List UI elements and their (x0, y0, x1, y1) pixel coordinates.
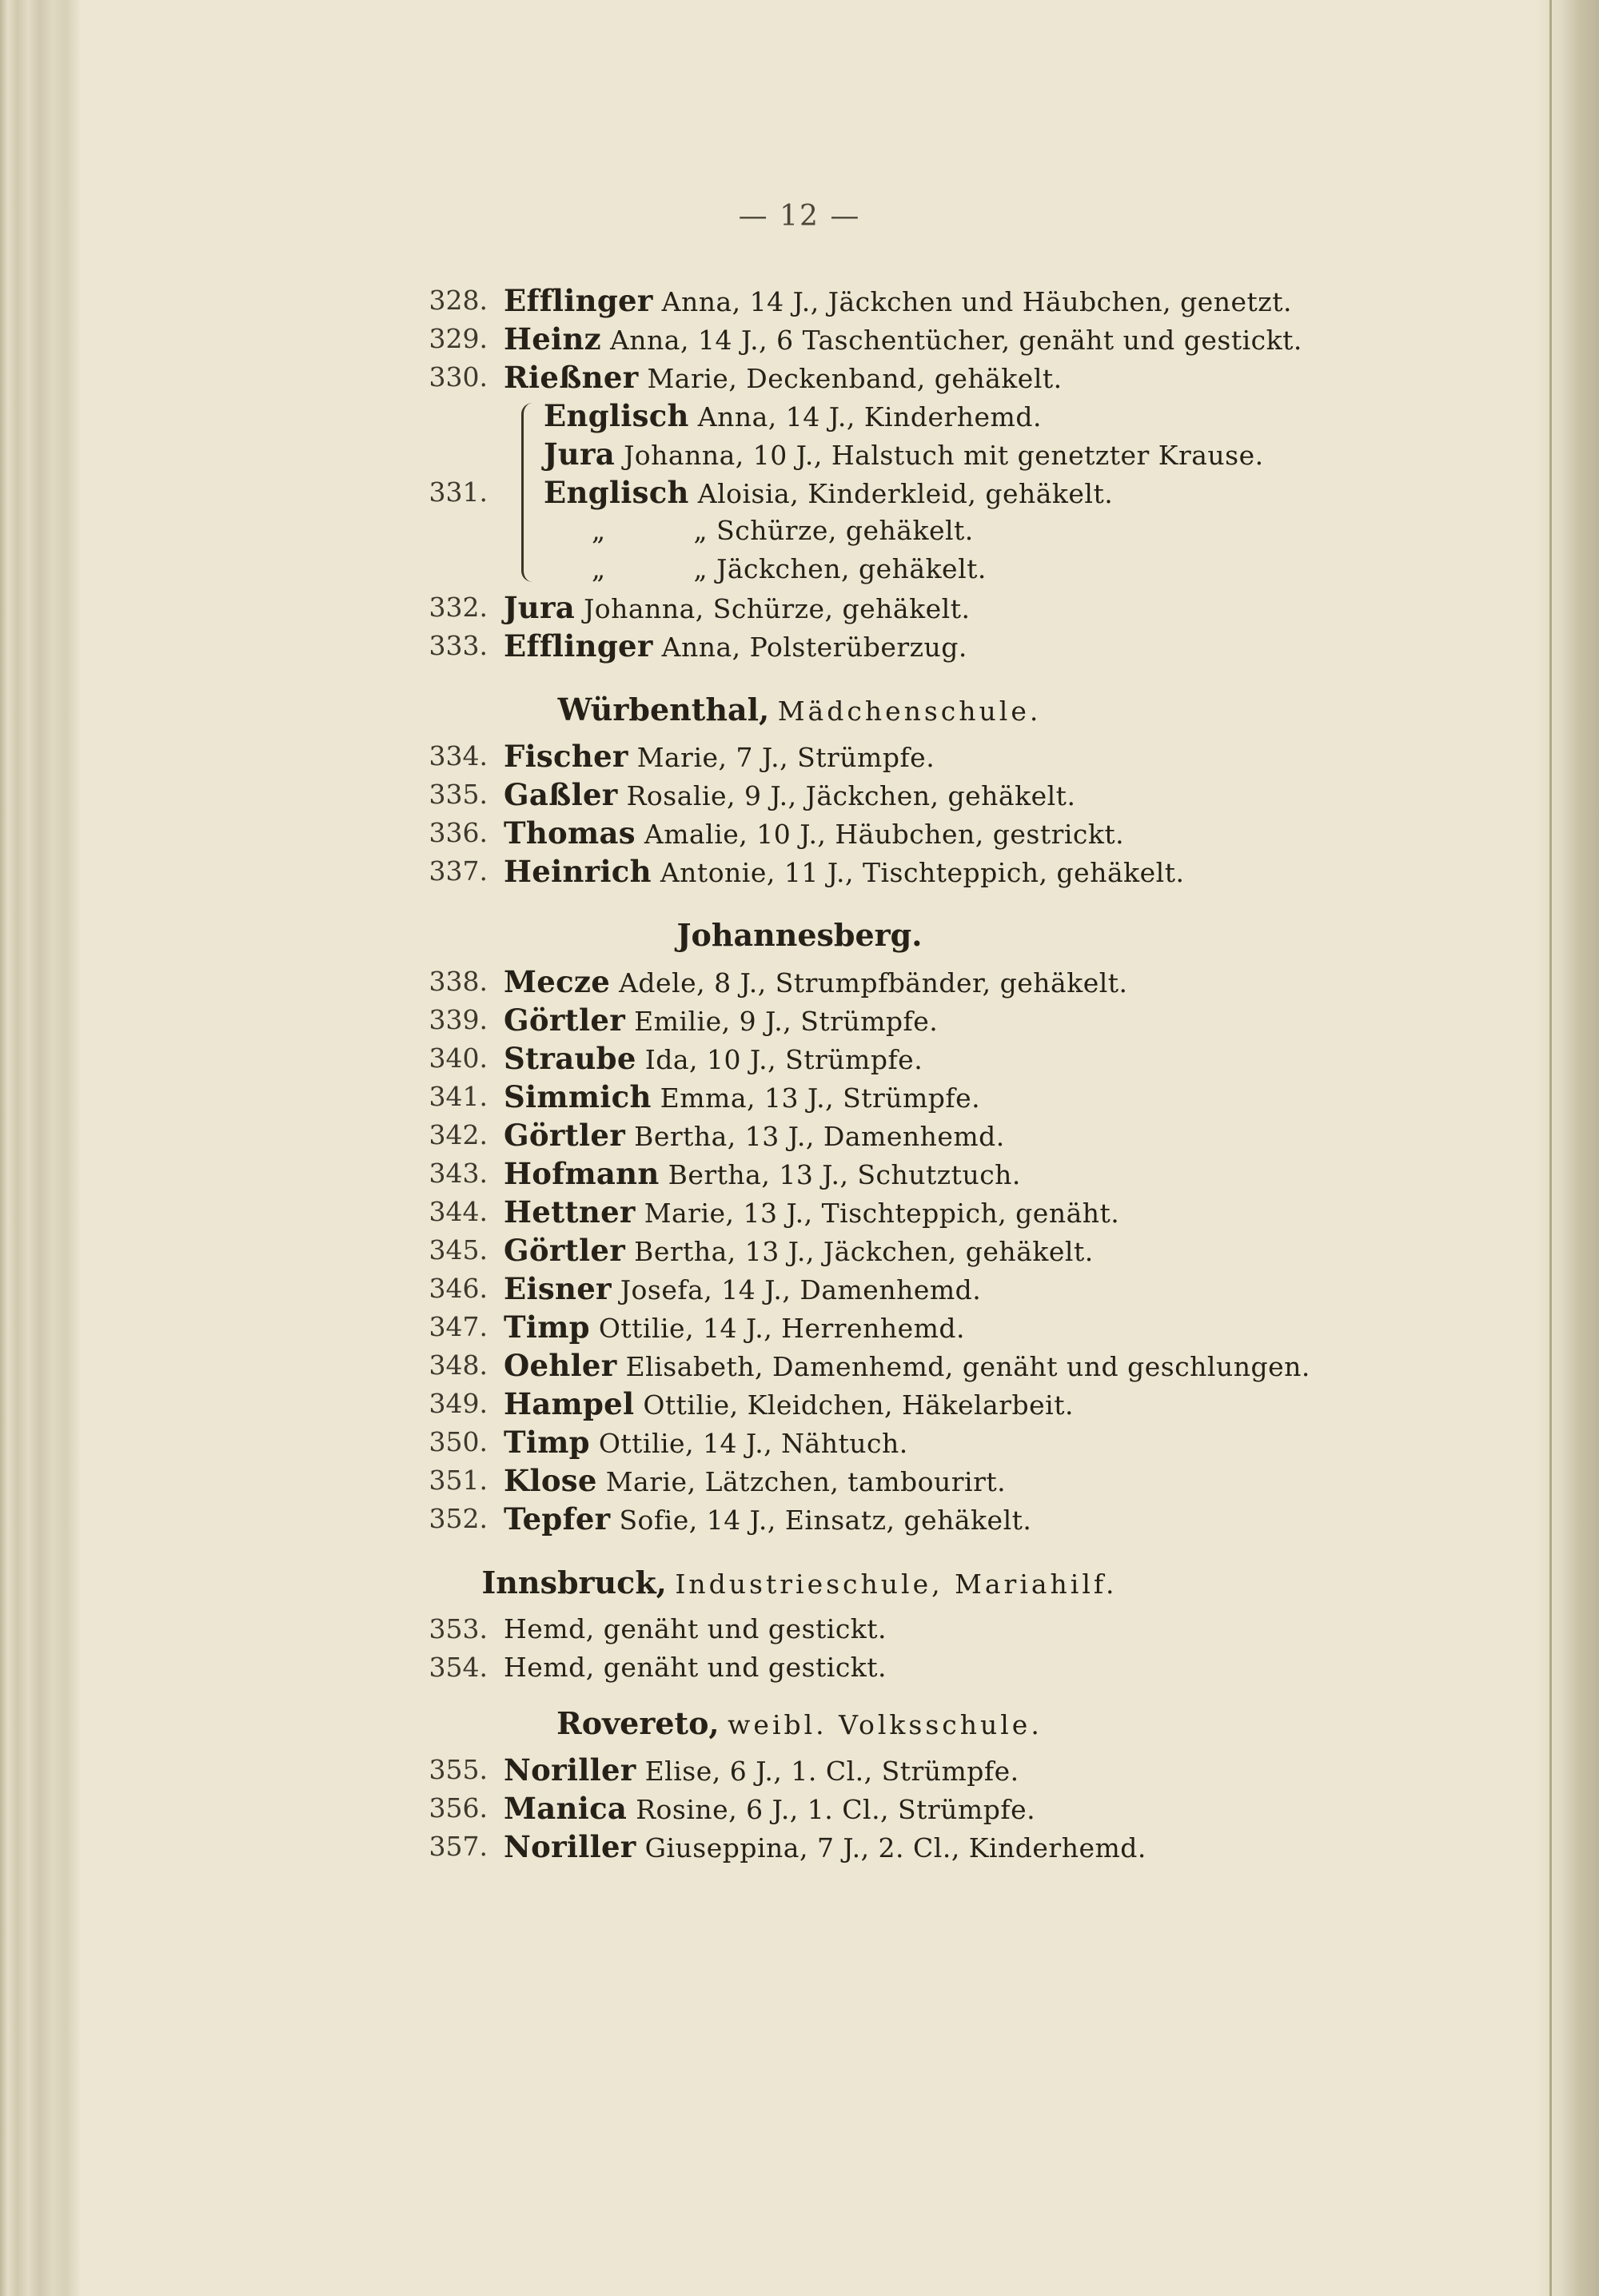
entry-text (544, 473, 1113, 513)
entry-number: 350. (429, 1426, 488, 1457)
entry-details: Marie, 7 J., Strümpfe. (636, 742, 935, 773)
entry-name: Noriller (504, 1829, 636, 1864)
entry-text (504, 1751, 1019, 1791)
entry-text (504, 1193, 1119, 1233)
entry-row (0, 1423, 1599, 1461)
entry-row (0, 358, 1599, 397)
entry-row (0, 1001, 1599, 1039)
entry-name: Hettner (504, 1194, 636, 1230)
entry-details: Sofie, 14 J., Einsatz, gehäkelt. (619, 1505, 1032, 1536)
entry-details: Hemd, genäht und gestickt. (504, 1613, 887, 1644)
entry-text (504, 1610, 887, 1648)
entry-details: Anna, 14 J., 6 Taschentücher, genäht und gestickt. (609, 325, 1302, 356)
entry-number: 357. (429, 1831, 488, 1862)
entry-details: Anna, 14 J., Kinderhemd. (697, 401, 1042, 432)
entry-details: Anna, Polsterüberzug. (661, 632, 967, 663)
entry-number: 340. (429, 1042, 488, 1074)
entry-text (504, 1789, 1035, 1829)
entry-text (592, 550, 987, 588)
entry-text (504, 963, 1128, 1003)
entry-text (504, 852, 1184, 892)
entry-name: Thomas (504, 815, 636, 851)
entry-row (0, 588, 1599, 627)
entry-list (0, 281, 1599, 1866)
entry-number: 352. (429, 1503, 488, 1534)
entry-name: Simmich (504, 1079, 652, 1114)
entry-number: 341. (429, 1081, 488, 1112)
entry-group-331 (0, 397, 1599, 588)
entry-details: Marie, Deckenband, gehäkelt. (647, 363, 1063, 394)
entry-number: 337. (429, 855, 488, 887)
entry-name: Klose (504, 1463, 597, 1498)
entry-text (504, 358, 1063, 398)
page-number: — 12 — (738, 200, 861, 233)
entry-text (504, 1461, 1006, 1501)
entry-details: Ottilie, Kleidchen, Häkelarbeit. (643, 1389, 1074, 1421)
section-heading-johannesberg (0, 891, 1599, 963)
entry-text (504, 1308, 965, 1348)
group-brace (521, 403, 536, 582)
entry-details: Aloisia, Kinderkleid, gehäkelt. (697, 478, 1114, 509)
entry-details: „ Schürze, gehäkelt. (693, 515, 974, 546)
entry-row (0, 1154, 1599, 1193)
section-place: Rovereto, (556, 1705, 720, 1741)
entry-number: 346. (429, 1273, 488, 1304)
entry-number: 343. (429, 1158, 488, 1189)
entry-number: 331. (429, 476, 488, 508)
entry-row (0, 737, 1599, 775)
entry-number: 328. (429, 285, 488, 316)
entry-text (504, 1231, 1094, 1271)
entry-name: Straube (504, 1041, 636, 1076)
entry-details: Emilie, 9 J., Strümpfe. (634, 1006, 939, 1037)
entry-row (0, 1346, 1599, 1385)
entry-details: Giuseppina, 7 J., 2. Cl., Kinderhemd. (644, 1832, 1146, 1864)
entry-row (0, 627, 1599, 665)
entry-name: Görtler (504, 1003, 626, 1038)
entry-name: Noriller (504, 1752, 636, 1788)
entry-details: Marie, 13 J., Tischteppich, genäht. (644, 1198, 1120, 1229)
entry-name: Görtler (504, 1118, 626, 1153)
entry-name: Oehler (504, 1348, 617, 1383)
section-school: weibl. Volksschule. (728, 1709, 1043, 1740)
entry-number: 338. (429, 966, 488, 997)
entry-number: 348. (429, 1349, 488, 1381)
entry-row (0, 1078, 1599, 1116)
entry-row (0, 1116, 1599, 1154)
entry-name: Manica (504, 1791, 628, 1826)
entry-text (504, 1154, 1021, 1194)
entry-number: 353. (429, 1613, 488, 1644)
entry-details: Amalie, 10 J., Häubchen, gestrickt. (644, 819, 1125, 850)
section-place: Innsbruck, (481, 1565, 667, 1600)
entry-row (0, 512, 1599, 550)
entry-number: 332. (429, 592, 488, 623)
entry-row (0, 1385, 1599, 1423)
entry-row (0, 852, 1599, 891)
entry-row (0, 1231, 1599, 1270)
entry-name: Heinz (504, 321, 601, 357)
entry-name: Efflinger (504, 628, 653, 664)
entry-number: 333. (429, 630, 488, 661)
entry-number: 349. (429, 1388, 488, 1419)
entry-text (504, 775, 1075, 815)
entry-text (504, 1828, 1146, 1867)
entry-name: Timp (504, 1309, 590, 1345)
entry-details: Ida, 10 J., Strümpfe. (644, 1044, 923, 1075)
entry-details: „ Jäckchen, gehäkelt. (693, 553, 987, 584)
entry-row (0, 1039, 1599, 1078)
entry-number: 345. (429, 1234, 488, 1266)
entry-row (0, 1308, 1599, 1346)
entry-name: Tepfer (504, 1501, 611, 1537)
section-school: Mädchenschule. (777, 696, 1042, 727)
entry-name: Jura (544, 436, 616, 472)
entry-name: Efflinger (504, 283, 653, 318)
entry-row (0, 1610, 1599, 1648)
entry-number: 335. (429, 779, 488, 810)
entry-text (544, 397, 1042, 436)
entry-number: 336. (429, 817, 488, 848)
entry-row (0, 1500, 1599, 1538)
entry-details: Bertha, 13 J., Damenhemd. (634, 1121, 1005, 1152)
entry-text (504, 1039, 923, 1079)
entry-text (504, 1385, 1074, 1425)
entry-name: Rießner (504, 360, 639, 395)
entry-number: 351. (429, 1465, 488, 1496)
entry-text (504, 1648, 887, 1687)
section-heading-wuerbenthal (0, 665, 1599, 737)
entry-details: Marie, Lätzchen, tambourirt. (605, 1466, 1007, 1497)
entry-details: Johanna, 10 J., Halstuch mit genetzter Krause. (624, 440, 1264, 471)
entry-number: 355. (429, 1754, 488, 1785)
entry-row (0, 435, 1599, 473)
entry-text (504, 281, 1292, 321)
section-place: Würbenthal, (557, 692, 770, 727)
entry-details: Rosine, 6 J., 1. Cl., Strümpfe. (636, 1794, 1036, 1825)
entry-text (504, 1001, 938, 1041)
entry-name: Mecze (504, 964, 611, 999)
entry-name: Jura (504, 590, 576, 625)
entry-details: Elisabeth, Damenhemd, genäht und geschlungen. (625, 1351, 1310, 1382)
entry-text (504, 1078, 980, 1118)
entry-number: 334. (429, 740, 488, 771)
entry-number: 344. (429, 1196, 488, 1227)
entry-name: Fischer (504, 739, 628, 774)
entry-number: 329. (429, 323, 488, 354)
entry-number: 356. (429, 1792, 488, 1824)
entry-number: 330. (429, 361, 488, 393)
entry-row (0, 1789, 1599, 1828)
entry-row (0, 963, 1599, 1001)
entry-text (504, 588, 970, 628)
entry-name: Eisner (504, 1271, 612, 1306)
entry-row (0, 397, 1599, 435)
entry-row (0, 1270, 1599, 1308)
entry-text (544, 435, 1264, 475)
entry-name: Timp (504, 1425, 590, 1460)
entry-details: Rosalie, 9 J., Jäckchen, gehäkelt. (626, 780, 1076, 811)
entry-name: Heinrich (504, 854, 652, 889)
entry-details: Hemd, genäht und gestickt. (504, 1652, 887, 1683)
entry-row (0, 473, 1599, 512)
entry-details: Bertha, 13 J., Schutztuch. (668, 1159, 1021, 1190)
entry-details: Ottilie, 14 J., Nähtuch. (598, 1428, 908, 1459)
entry-number: 342. (429, 1119, 488, 1150)
entry-row (0, 1751, 1599, 1789)
entry-text (592, 512, 974, 550)
entry-name: Görtler (504, 1233, 626, 1268)
entry-name: Englisch (544, 475, 689, 510)
entry-row (0, 1648, 1599, 1687)
section-heading-rovereto (0, 1687, 1599, 1751)
entry-details: Josefa, 14 J., Damenhemd. (620, 1274, 982, 1305)
section-school: Industrieschule, Mariahilf. (675, 1569, 1118, 1600)
entry-row (0, 320, 1599, 358)
entry-number: 354. (429, 1652, 488, 1683)
entry-name: Gaßler (504, 777, 618, 812)
entry-name: Hofmann (504, 1156, 660, 1191)
entry-details: Johanna, Schürze, gehäkelt. (584, 593, 971, 624)
entry-details: Antonie, 11 J., Tischteppich, gehäkelt. (660, 857, 1185, 888)
entry-number: 347. (429, 1311, 488, 1342)
entry-details: Adele, 8 J., Strumpfbänder, gehäkelt. (619, 967, 1128, 999)
entry-text (504, 1500, 1031, 1540)
entry-text (504, 737, 935, 777)
entry-text (504, 1116, 1005, 1156)
section-heading-innsbruck (0, 1538, 1599, 1610)
ditto-mark: „ (592, 553, 606, 584)
entry-text (504, 320, 1302, 360)
entry-name: Hampel (504, 1386, 635, 1421)
entry-number: 339. (429, 1004, 488, 1035)
entry-text (504, 1423, 908, 1463)
entry-details: Elise, 6 J., 1. Cl., Strümpfe. (644, 1756, 1019, 1787)
entry-row (0, 550, 1599, 588)
entry-text (504, 1346, 1310, 1386)
entry-row (0, 775, 1599, 814)
entry-name: Englisch (544, 398, 689, 433)
entry-text (504, 814, 1124, 854)
entry-details: Bertha, 13 J., Jäckchen, gehäkelt. (634, 1236, 1094, 1267)
entry-row (0, 1461, 1599, 1500)
entry-text (504, 1270, 981, 1309)
entry-row (0, 814, 1599, 852)
entry-row (0, 1193, 1599, 1231)
entry-row (0, 281, 1599, 320)
ditto-mark: „ (592, 515, 606, 546)
entry-details: Anna, 14 J., Jäckchen und Häubchen, genetzt. (661, 286, 1292, 317)
entry-text (504, 627, 967, 667)
entry-row (0, 1828, 1599, 1866)
entry-details: Ottilie, 14 J., Herrenhemd. (598, 1313, 966, 1344)
entry-details: Emma, 13 J., Strümpfe. (660, 1082, 981, 1114)
section-place: Johannesberg. (676, 917, 923, 953)
